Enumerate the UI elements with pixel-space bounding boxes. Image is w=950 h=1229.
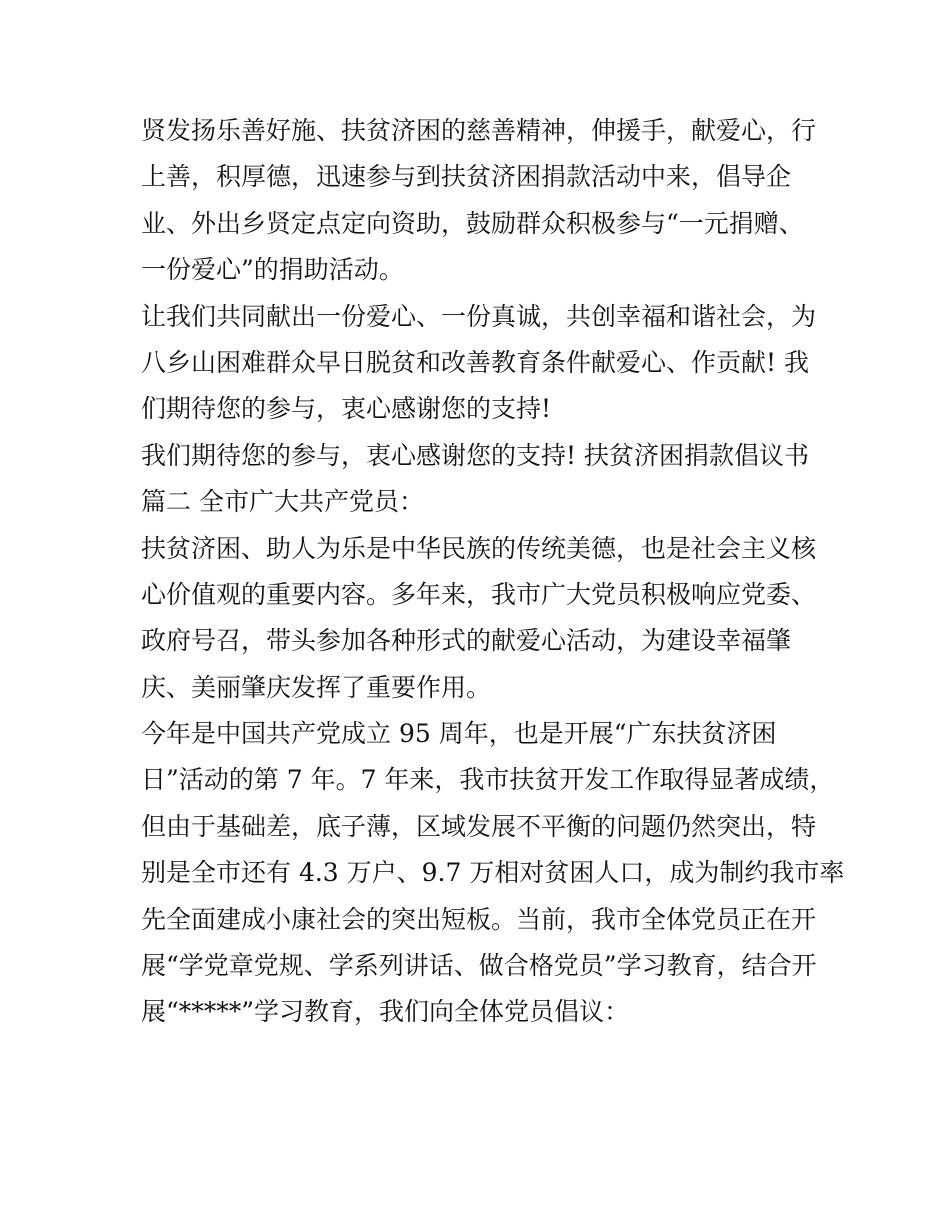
text-line: 篇二 全市广大共产党员： bbox=[141, 487, 424, 517]
text-line: 但由于基础差，底子薄，区域发展不平衡的问题仍然突出，特 bbox=[141, 811, 817, 841]
text-line: 让我们共同献出一份爱心、一份真诚，共创幸福和谐社会，为 bbox=[141, 301, 817, 331]
text-line: 扶贫济困、助人为乐是中华民族的传统美德，也是社会主义核 bbox=[141, 533, 817, 563]
document-body bbox=[141, 108, 845, 1036]
text-line: 先全面建成小康社会的突出短板。当前，我市全体党员正在开 bbox=[141, 904, 817, 934]
text-line: 一份爱心”的捐助活动。 bbox=[141, 255, 404, 285]
text-line: 八乡山困难群众早日脱贫和改善教育条件献爱心、作贡献! 我 bbox=[141, 347, 809, 377]
text-line: 心价值观的重要内容。多年来，我市广大党员积极响应党委、 bbox=[141, 579, 817, 609]
text-line: 展“学党章党规、学系列讲话、做合格党员”学习教育，结合开 bbox=[141, 951, 817, 981]
text-line: 贤发扬乐善好施、扶贫济困的慈善精神，伸援手，献爱心，行 bbox=[141, 116, 817, 145]
text-line: 政府号召，带头参加各种形式的献爱心活动，为建设幸福肇 bbox=[141, 626, 792, 656]
text-line: 庆、美丽肇庆发挥了重要作用。 bbox=[141, 672, 492, 702]
text-line: 日”活动的第 7 年。7 年来，我市扶贫开发工作取得显著成绩， bbox=[141, 765, 835, 795]
text-line: 们期待您的参与，衷心感谢您的支持! bbox=[141, 394, 552, 424]
text-line: 业、外出乡贤定点定向资助，鼓励群众积极参与“一元捐赠、 bbox=[141, 208, 804, 238]
text-line: 别是全市还有 4.3 万户、9.7 万相对贫困人口，成为制约我市率 bbox=[141, 858, 845, 888]
text-line: 我们期待您的参与，衷心感谢您的支持! 扶贫济困捐款倡议书 bbox=[141, 440, 809, 470]
text-line: 展“*****”学习教育，我们向全体党员倡议： bbox=[141, 997, 630, 1027]
text-line: 今年是中国共产党成立 95 周年，也是开展“广东扶贫济困 bbox=[141, 719, 777, 749]
text-line: 上善，积厚德，迅速参与到扶贫济困捐款活动中来，倡导企 bbox=[141, 162, 792, 192]
